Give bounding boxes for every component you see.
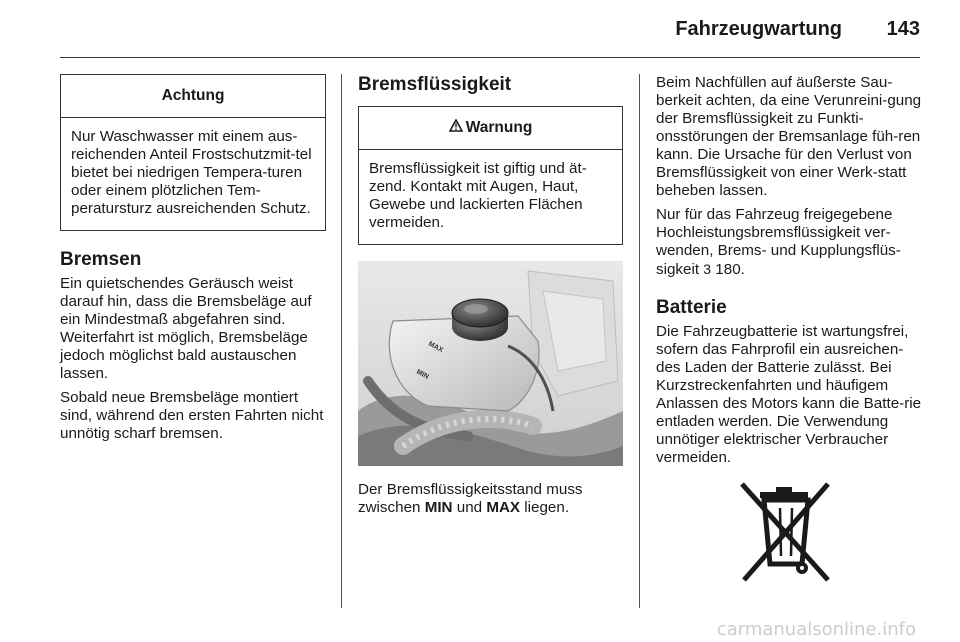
brake-fluid-paragraph-2: Nur für das Fahrzeug freigegebene Hochleistungsbremsflüssigkeit ver-wenden, Brems- und Kupplungsflüs-sigkeit 3 180. xyxy=(656,206,901,278)
warning-box-text: Bremsflüssigkeit ist giftig und ät-zend. Kontakt mit Augen, Haut, Gewebe und lackierten Flächen vermeiden. xyxy=(369,160,587,231)
chapter-title: Fahrzeugwartung xyxy=(675,18,842,40)
caption-min: MIN xyxy=(424,499,453,516)
page-reference[interactable]: 180. xyxy=(711,261,745,278)
page-reference-arrow-icon[interactable]: 3 xyxy=(703,261,712,277)
column-divider-2 xyxy=(639,74,640,608)
warning-box-title-text: Warnung xyxy=(465,119,533,136)
max-marking-label: MAX xyxy=(427,340,445,355)
brake-fluid-paragraph-1: Beim Nachfüllen auf äußerste Sau-berkeit achten, da eine Verunreini-gung der Bremsflüssigkeit zu Funkti-onsstörungen der Bremsanlage füh-ren kann. Die Ursache für den Verlust von Bremsflüssigkeit von einer Werk-statt beheben lassen. xyxy=(656,74,922,199)
photo-caption: Der Bremsflüssigkeitsstand muss zwischen MIN und MAX liegen. xyxy=(358,481,583,516)
battery-heading: Batterie xyxy=(656,297,727,318)
brakes-paragraph-1: Ein quietschendes Geräusch weist darauf hin, dass die Bremsbeläge auf ein Mindestmaß abgefahren sind. Weiterfahrt ist möglich, Bremsbeläge jedoch möglichst bald austauschen lassen. xyxy=(60,275,312,382)
caption-max: MAX xyxy=(486,499,521,516)
page-number: 143 xyxy=(886,18,920,40)
warning-box-title xyxy=(359,107,622,150)
caution-box-text: Nur Waschwasser mit einem aus-reichenden Anteil Frostschutzmit-tel bietet bei niedrigen Tempera-turen oder einem plötzlichen Tem-peratursturz ausreichenden Schutz. xyxy=(71,128,312,217)
crossed-out-wheeled-bin-icon xyxy=(736,480,840,584)
warning-box xyxy=(358,106,623,245)
caution-box xyxy=(60,74,326,231)
watermark: carmanualsonline.info xyxy=(716,619,916,640)
header-divider xyxy=(60,57,920,58)
column-divider-1 xyxy=(341,74,342,608)
brake-fluid-reservoir-illustration xyxy=(358,261,623,466)
brakes-paragraph-2: Sobald neue Bremsbeläge montiert sind, während den ersten Fahrten nicht unnötig scharf bremsen. xyxy=(60,389,324,442)
brake-fluid-heading: Bremsflüssigkeit xyxy=(358,74,512,95)
column-middle xyxy=(358,74,623,523)
column-right xyxy=(656,74,922,473)
brakes-heading: Bremsen xyxy=(60,249,142,270)
min-marking-label: MIN xyxy=(415,368,430,381)
battery-paragraph: Die Fahrzeugbatterie ist wartungsfrei, sofern das Fahrprofil ein ausreichen-des Laden der Batterie zulässt. Bei Kurzstreckenfahrten und häufigem Anlassen des Motors kann die Batte-rie entladen werden. Die Verwendung unnötiger elektrischer Verbraucher vermeiden. xyxy=(656,323,922,466)
warning-triangle-icon xyxy=(449,119,463,137)
caution-box-title: Achtung xyxy=(61,75,325,118)
column-left xyxy=(60,74,326,449)
